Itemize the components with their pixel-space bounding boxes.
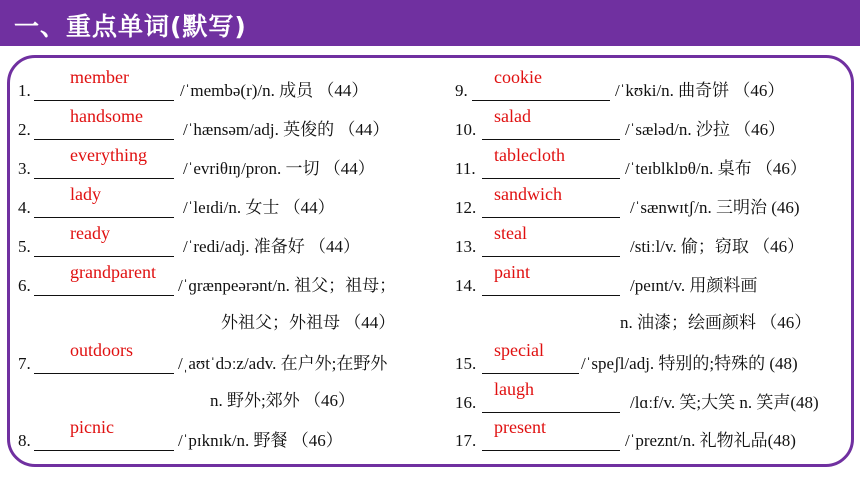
item-number: 13. (455, 237, 477, 256)
definition-text: /ˌaʊtˈdɔːz/adv. 在户外;在野外 (178, 354, 388, 373)
header-bar (0, 0, 860, 46)
item-number: 8. (18, 431, 31, 450)
answer-blank (34, 373, 174, 374)
answer-text: salad (494, 106, 531, 126)
answer-blank (34, 295, 174, 296)
answer-text: sandwich (494, 184, 562, 204)
definition-continuation: n. 野外;郊外 （46） (210, 391, 355, 410)
answer-blank (34, 100, 174, 101)
list-item (18, 262, 448, 300)
answer-text: steal (494, 223, 527, 243)
item-number: 14. (455, 276, 477, 295)
definition-continuation: n. 油漆；绘画颜料 （46） (620, 313, 812, 332)
item-number: 6. (18, 276, 31, 295)
list-item (455, 67, 850, 105)
item-number: 9. (455, 81, 468, 100)
list-item (455, 184, 850, 222)
definition-text: /ˈspeʃl/adj. 特别的;特殊的 (48) (581, 354, 798, 373)
list-item (18, 417, 438, 455)
answer-text: cookie (494, 67, 542, 87)
item-number: 3. (18, 159, 31, 178)
answer-text: tablecloth (494, 145, 565, 165)
answer-blank (34, 450, 174, 451)
list-item (18, 184, 438, 222)
item-number: 2. (18, 120, 31, 139)
item-number: 1. (18, 81, 31, 100)
answer-blank (482, 412, 620, 413)
answer-text: grandparent (70, 262, 156, 282)
definition-text: /ˈteɪblklɒθ/n. 桌布 （46） (625, 159, 807, 178)
item-number: 17. (455, 431, 477, 450)
definition-text: /ˈredi/adj. 准备好 （44） (183, 237, 361, 256)
item-number: 12. (455, 198, 477, 217)
list-item (455, 340, 850, 378)
definition-text: /stiːl/v. 偷；窃取 （46） (630, 237, 805, 256)
item-number: 15. (455, 354, 477, 373)
answer-blank (472, 100, 610, 101)
answer-blank (34, 178, 174, 179)
item-number: 4. (18, 198, 31, 217)
page-title: 一、重点单词(默写) (14, 12, 247, 41)
list-item (18, 145, 438, 183)
definition-text: /ˈleɪdi/n. 女士 （44） (183, 198, 335, 217)
definition-text: /lɑːf/v. 笑;大笑 n. 笑声(48) (630, 393, 819, 412)
answer-text: special (494, 340, 544, 360)
list-item (455, 379, 850, 417)
answer-text: lady (70, 184, 101, 204)
definition-text: /peɪnt/v. 用颜料画 (630, 276, 758, 295)
answer-text: member (70, 67, 129, 87)
list-item (455, 262, 850, 300)
answer-text: outdoors (70, 340, 133, 360)
answer-blank (34, 217, 174, 218)
item-number: 5. (18, 237, 31, 256)
answer-blank (482, 295, 620, 296)
definition-text: /ˈsænwɪtʃ/n. 三明治 (46) (630, 198, 800, 217)
definition-text: /ˈpreznt/n. 礼物礼品(48) (625, 431, 796, 450)
list-item (18, 223, 438, 261)
list-item (455, 106, 850, 144)
answer-text: ready (70, 223, 110, 243)
list-item (455, 417, 850, 455)
list-item (455, 223, 850, 261)
definition-text: /ˈhænsəm/adj. 英俊的 （44） (183, 120, 390, 139)
answer-text: everything (70, 145, 147, 165)
list-item (18, 106, 438, 144)
list-item (455, 145, 850, 183)
item-number: 10. (455, 120, 477, 139)
answer-blank (482, 256, 620, 257)
answer-blank (34, 139, 174, 140)
definition-text: /ˈɡrænpeərənt/n. 祖父；祖母； (178, 276, 397, 295)
answer-blank (482, 178, 620, 179)
list-item (18, 67, 438, 105)
list-item (18, 340, 448, 378)
definition-text: /ˈsæləd/n. 沙拉 （46） (625, 120, 786, 139)
answer-text: present (494, 417, 546, 437)
item-number: 7. (18, 354, 31, 373)
item-number: 11. (455, 159, 476, 178)
answer-text: picnic (70, 417, 114, 437)
answer-blank (482, 217, 620, 218)
definition-continuation: 外祖父；外祖母 （44） (221, 313, 396, 332)
answer-blank (482, 139, 620, 140)
answer-blank (34, 256, 174, 257)
answer-text: paint (494, 262, 530, 282)
item-number: 16. (455, 393, 477, 412)
answer-text: laugh (494, 379, 534, 399)
answer-text: handsome (70, 106, 143, 126)
definition-text: /ˈevriθɪŋ/pron. 一切 （44） (183, 159, 375, 178)
definition-text: /ˈpɪknɪk/n. 野餐 （46） (178, 431, 343, 450)
definition-text: /ˈkʊki/n. 曲奇饼 （46） (615, 81, 785, 100)
answer-blank (482, 373, 579, 374)
definition-text: /ˈmembə(r)/n. 成员 （44） (180, 81, 369, 100)
answer-blank (482, 450, 620, 451)
